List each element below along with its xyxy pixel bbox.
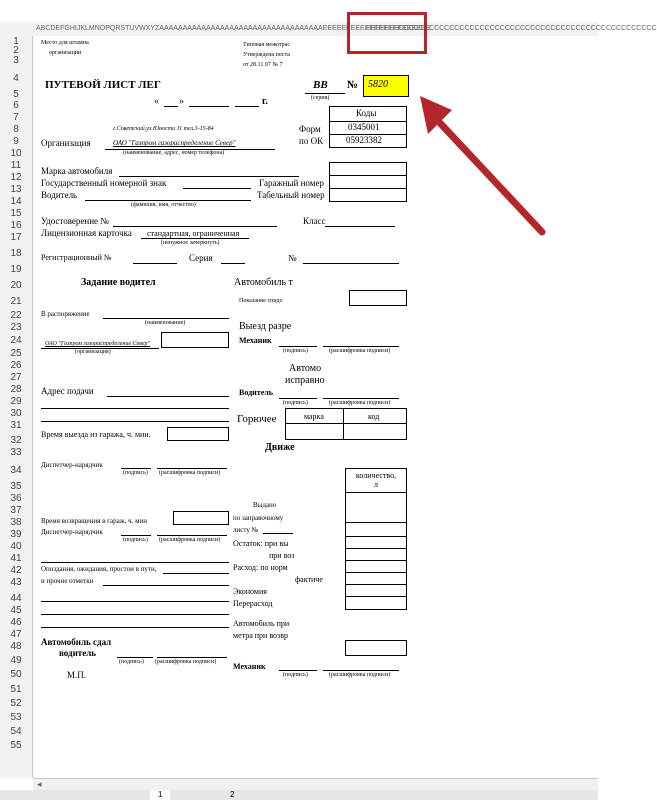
- highlight-rectangle: [347, 12, 427, 54]
- column-header: [0, 22, 657, 37]
- overspend-label: Перерасход: [233, 599, 273, 608]
- handed-decode-caption: (расшифровка подписи): [155, 659, 217, 665]
- garage-no-label: Гаражный номер: [259, 178, 324, 188]
- time-back-cell[interactable]: [173, 511, 229, 525]
- rest-out-label: Остаток: при вы: [233, 539, 289, 548]
- rest-in-label: при воз: [269, 551, 295, 560]
- driver-right-sign-caption: (подпись): [283, 400, 308, 406]
- row-number[interactable]: 39: [10, 529, 22, 540]
- mechanic-sign-caption: (подпись): [283, 348, 308, 354]
- org-caption: (наименование, адрес, номер телефона): [123, 150, 225, 156]
- dispatcher-sign-caption: (подпись): [123, 470, 148, 476]
- reg-no-label: Регистрационный №: [41, 253, 112, 262]
- approved-label: Утверждена поста: [243, 52, 290, 58]
- number-sign: №: [347, 79, 359, 91]
- row-number[interactable]: 4: [13, 73, 19, 84]
- scroll-left-icon[interactable]: ◂: [37, 779, 42, 789]
- row-number[interactable]: 24: [10, 335, 22, 346]
- car-tech-label: Автомобиль т: [234, 277, 293, 288]
- column-letters-right: EEEEEEECCCCCCCCCCCCCCCCCCCCCCCCCCCCCCCCCCCCCCCCCCCCCCCCCCC: [366, 25, 657, 32]
- fuel-brand-cell[interactable]: [285, 408, 345, 440]
- at-disposal-label: В распоряжение: [41, 310, 90, 318]
- sheet-tab-1[interactable]: 1: [150, 790, 170, 800]
- series-value: ВВ: [313, 79, 328, 91]
- time-out-cell[interactable]: [167, 427, 229, 441]
- car-brand-label: Марка автомобиля: [41, 166, 113, 176]
- row-number[interactable]: 34: [10, 465, 22, 476]
- license-card-label: Лицензионная карточка: [41, 228, 132, 238]
- row-number[interactable]: 2: [13, 45, 19, 56]
- row-number[interactable]: 13: [10, 184, 22, 195]
- form-okud-label: Форм: [299, 124, 321, 134]
- row-number[interactable]: 32: [10, 435, 22, 446]
- exit-allowed-label: Выезд разре: [239, 321, 292, 332]
- series-caption: (серия): [311, 95, 330, 101]
- sheet-tabs: [0, 790, 598, 800]
- actual-label: фактиче: [295, 575, 323, 584]
- codes-header-cell: [329, 106, 407, 122]
- row-number[interactable]: 42: [10, 565, 22, 576]
- no-word: №: [288, 253, 297, 263]
- stamp-place-label: Место для штампа: [41, 40, 89, 46]
- date-open-quote: «: [154, 96, 159, 107]
- row-number[interactable]: 26: [10, 360, 22, 371]
- row-number[interactable]: 11: [10, 160, 22, 171]
- org-label: Организация: [41, 138, 91, 148]
- qty-row7[interactable]: [345, 596, 407, 610]
- org-code-cell[interactable]: [161, 332, 229, 348]
- typical-form-label: Типовая межотрас: [243, 42, 291, 48]
- row-number[interactable]: 37: [10, 505, 22, 516]
- other-label: и прочие отметки: [41, 577, 94, 585]
- dispatcher2-sign-caption: (подпись): [123, 537, 148, 543]
- row-number[interactable]: 17: [10, 232, 22, 243]
- delays-label: Опоздания, ожидания, простои в пути,: [41, 565, 157, 573]
- task-heading: Задание водител: [81, 277, 156, 288]
- row-number[interactable]: 35: [10, 481, 22, 492]
- row-number[interactable]: 51: [10, 684, 22, 695]
- red-arrow-icon: [400, 90, 550, 240]
- tab-no-cell[interactable]: [329, 188, 407, 202]
- license-class-label: Класс: [303, 216, 326, 226]
- car-handed-label: Автомобиль сдал: [41, 637, 112, 647]
- row-number[interactable]: 12: [10, 172, 22, 183]
- address-label: Адрес подачи: [41, 386, 94, 396]
- mp-label: М.П.: [67, 670, 87, 680]
- driver-label: Водитель: [41, 190, 78, 200]
- mechanic2-label: Механик: [233, 662, 266, 671]
- license-card-caption: (ненужное зачеркнуть): [161, 240, 220, 246]
- org-address: г.Советский,ул.Юности 11 тел.3-15-84: [113, 126, 214, 132]
- economy-label: Экономия: [233, 587, 267, 596]
- year-suffix: г.: [262, 96, 268, 107]
- qty-header: количество, л: [355, 471, 397, 489]
- mileage-label: метра при возвр: [233, 631, 288, 640]
- number-value: 5820: [368, 79, 388, 90]
- fuel-brand-header: марка: [304, 412, 324, 421]
- reg-plate-label: Государственный номерной знак: [41, 178, 167, 188]
- garage-no-cell[interactable]: [329, 175, 407, 189]
- row-number[interactable]: 10: [10, 148, 22, 159]
- qty-issued-cell[interactable]: [345, 492, 407, 524]
- row-number[interactable]: 48: [10, 641, 22, 652]
- row-number[interactable]: 25: [10, 348, 22, 359]
- column-letters: ABCDEFGHIJKLMNOPQRSTUVWXYZAAAAAAAAAAAAAAAAAAAAAAAAAAAAAAAAAAAEEEEEEEEEEEEEEEEEEEEEEE: [36, 25, 431, 32]
- row-number[interactable]: 47: [10, 629, 22, 640]
- row-number[interactable]: 27: [10, 372, 22, 383]
- row-number[interactable]: 23: [10, 322, 22, 333]
- car-brand-cell[interactable]: [329, 162, 407, 176]
- tab-no-label: Табельный номер: [257, 190, 325, 200]
- car-accepted-label: Автомобиль при: [233, 619, 290, 628]
- name-caption: (наименование): [145, 320, 186, 326]
- driver-right-label: Водитель: [239, 388, 273, 397]
- codes-header: Коды: [356, 108, 377, 118]
- dispatcher2-label: Диспетчер-нарядчик: [41, 528, 103, 536]
- row-number[interactable]: 16: [10, 220, 22, 231]
- row-number[interactable]: 53: [10, 712, 22, 723]
- consumption-label: Расход: по норм: [233, 563, 288, 572]
- code-form: 0345001: [348, 122, 380, 132]
- row-number[interactable]: 22: [10, 310, 22, 321]
- driver-right-decode-caption: (расшифровка подписи): [329, 400, 391, 406]
- mechanic2-decode-caption: (расшифровка подписи): [329, 672, 391, 678]
- okpo-label: по ОК: [299, 136, 324, 146]
- mechanic-label: Механик: [239, 336, 272, 345]
- row-number[interactable]: 41: [10, 553, 22, 564]
- row-number[interactable]: 54: [10, 726, 22, 737]
- mileage-cell[interactable]: [345, 640, 407, 656]
- row-number[interactable]: 33: [10, 447, 22, 458]
- handed-sign-caption: (подпись): [119, 659, 144, 665]
- row-number[interactable]: 8: [13, 124, 19, 135]
- row-number[interactable]: 45: [10, 605, 22, 616]
- stamp-place-label2: организации: [49, 50, 82, 56]
- mechanic2-sign-caption: (подпись): [283, 672, 308, 678]
- driver-word: водитель: [59, 648, 97, 658]
- code-form-cell[interactable]: [329, 121, 407, 135]
- code-okpo: 05923382: [346, 135, 382, 145]
- row-number[interactable]: 52: [10, 698, 22, 709]
- time-back-label: Время возвращения в гараж, ч. мин: [41, 517, 147, 525]
- row-number[interactable]: 29: [10, 396, 22, 407]
- car-ok-label1: Автомо: [289, 363, 322, 374]
- car-ok-label2: исправно: [285, 375, 325, 386]
- issued-label: Выдано: [253, 501, 277, 509]
- dispatcher-decode-caption: (расшифровка подписи): [159, 470, 221, 476]
- row-number[interactable]: 6: [13, 100, 19, 111]
- row-number[interactable]: 19: [10, 264, 22, 275]
- sheet-no-label: листу №: [233, 526, 259, 534]
- driver-caption: (фамилия, имя, отчество): [131, 202, 196, 208]
- by-card-label: по заправочному: [233, 514, 284, 522]
- row-number[interactable]: 46: [10, 617, 22, 628]
- row-number[interactable]: 38: [10, 517, 22, 528]
- qty-header-cell: [345, 468, 407, 494]
- org-caption-small: (организация): [75, 349, 111, 355]
- row-number[interactable]: 7: [13, 112, 19, 123]
- row-number[interactable]: 36: [10, 493, 22, 504]
- row-number[interactable]: 9: [13, 136, 19, 147]
- row-number[interactable]: 15: [10, 208, 22, 219]
- time-out-label: Время выезда из гаража, ч. мин.: [41, 430, 151, 439]
- fuel-label: Горючее: [237, 413, 277, 425]
- row-number[interactable]: 20: [10, 280, 22, 291]
- series-word: Серия: [189, 253, 213, 263]
- mechanic-decode-caption: (расшифровка подписи): [329, 348, 391, 354]
- row-number[interactable]: 18: [10, 248, 22, 259]
- row-number[interactable]: 3: [13, 55, 19, 66]
- fuel-code-cell[interactable]: [343, 408, 407, 440]
- org-name: ОАО "Газпром газораспределение Север": [113, 139, 236, 147]
- sheet-tab-2[interactable]: 2: [230, 790, 235, 799]
- license-card-value: стандартная, ограниченная: [147, 229, 240, 238]
- fuel-code-header: код: [368, 412, 380, 421]
- approved-date: от 28.11.97 № 7: [243, 62, 283, 68]
- row-number[interactable]: 1: [13, 36, 19, 47]
- speedo-cell[interactable]: [349, 290, 407, 306]
- date-close-quote: »: [179, 96, 184, 107]
- row-number[interactable]: 28: [10, 384, 22, 395]
- row-number[interactable]: 31: [10, 420, 22, 431]
- row-number[interactable]: 14: [10, 196, 22, 207]
- row-header: [0, 36, 33, 778]
- dispatcher-label: Диспетчер-нарядчик: [41, 461, 103, 469]
- org-small: ОАО "Газпром газораспределение Север": [45, 341, 151, 347]
- row-number[interactable]: 40: [10, 541, 22, 552]
- row-number[interactable]: 44: [10, 593, 22, 604]
- form-title: ПУТЕВОЙ ЛИСТ ЛЕГ: [45, 79, 161, 91]
- movement-heading: Движе: [265, 442, 295, 453]
- row-number[interactable]: 43: [10, 577, 22, 588]
- dispatcher2-decode-caption: (расшифровка подписи): [159, 537, 221, 543]
- row-number[interactable]: 21: [10, 296, 22, 307]
- row-number[interactable]: 55: [10, 740, 22, 751]
- row-number[interactable]: 5: [13, 89, 19, 100]
- row-number[interactable]: 50: [10, 669, 22, 680]
- code-okpo-cell[interactable]: [329, 134, 407, 148]
- license-label: Удостоверение №: [41, 216, 109, 226]
- row-number[interactable]: 49: [10, 655, 22, 666]
- speedo-label: Показание спидо: [239, 298, 283, 304]
- row-number[interactable]: 30: [10, 408, 22, 419]
